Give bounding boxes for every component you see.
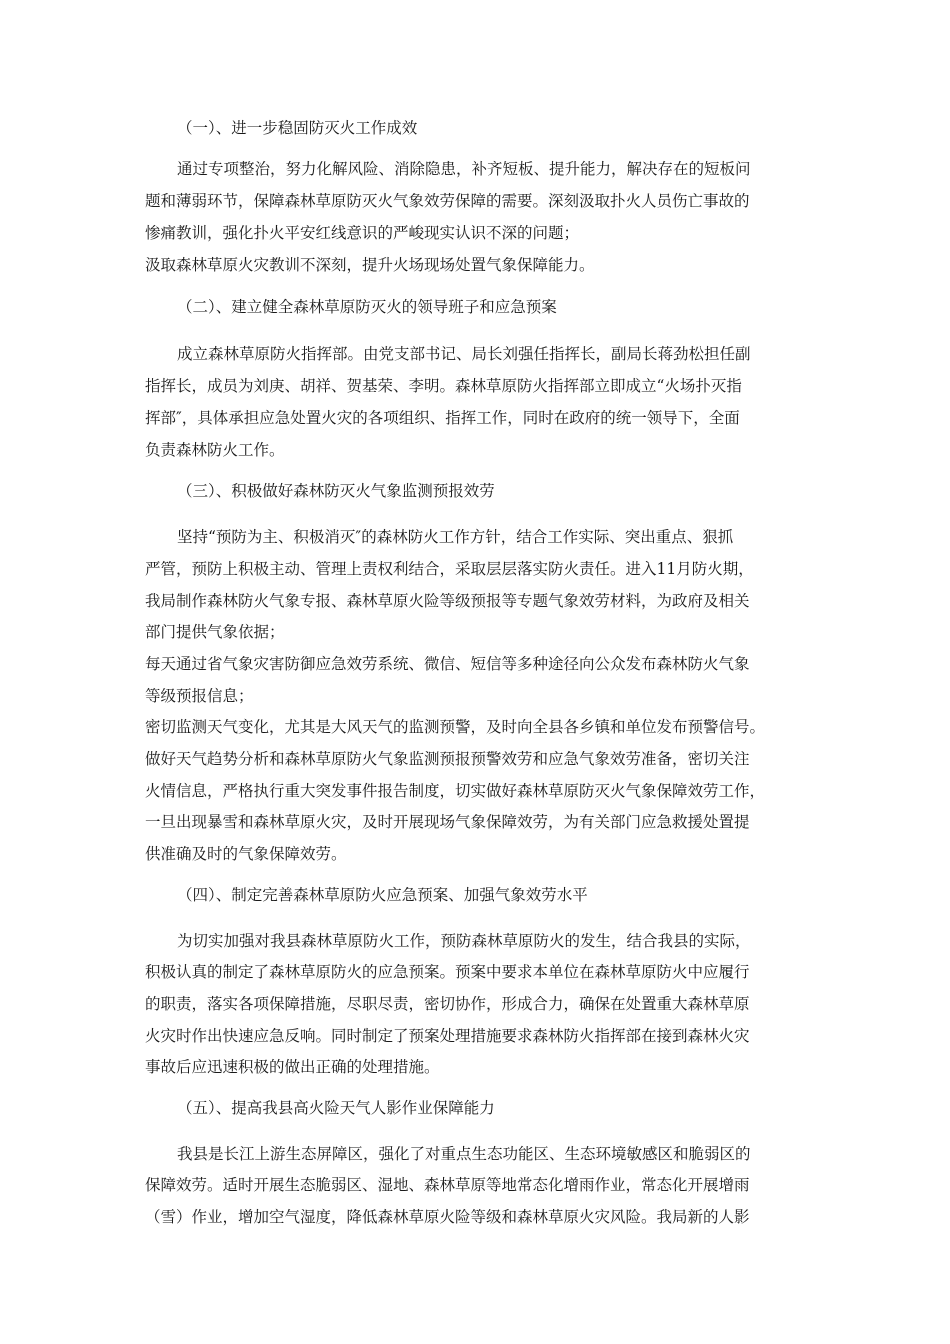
paragraph-line: 部门提供气象依据；: [145, 623, 285, 641]
section-heading-1: （一）、进一步稳固防灭火工作成效: [177, 119, 418, 137]
paragraph-line: 火灾时作出快速应急反响。同时制定了预案处理措施要求森林防火指挥部在接到森林火灾: [145, 1027, 750, 1045]
section-heading-5: （五）、提高我县高火险天气人影作业保障能力: [177, 1099, 495, 1117]
paragraph-line: 指挥长，成员为刘庚、胡祥、贺基荣、李明。森林草原防火指挥部立即成立“火场扑灭指: [145, 377, 742, 395]
paragraph-line: 题和薄弱环节，保障森林草原防灭火气象效劳保障的需要。深刻汲取扑火人员伤亡事故的: [145, 192, 750, 210]
paragraph-line: 积极认真的制定了森林草原防火的应急预案。预案中要求本单位在森林草原防火中应履行: [145, 963, 750, 981]
paragraph-line: 一旦出现暴雪和森林草原火灾，及时开展现场气象保障效劳，为有关部门应急救援处置提: [145, 813, 750, 831]
paragraph-line: 我局制作森林防火气象专报、森林草原火险等级预报等专题气象效劳材料，为政府及相关: [145, 592, 750, 610]
section-heading-2: （二）、建立健全森林草原防灭火的领导班子和应急预案: [177, 298, 557, 316]
paragraph-line: （雪）作业，增加空气湿度，降低森林草原火险等级和森林草原火灾风险。我局新的人影: [145, 1208, 750, 1226]
section-heading-3: （三）、积极做好森林防灭火气象监测预报效劳: [177, 482, 495, 500]
paragraph-line: 的职责，落实各项保障措施，尽职尽责，密切协作，形成合力，确保在处置重大森林草原: [145, 995, 750, 1013]
paragraph-line: 成立森林草原防火指挥部。由党支部书记、局长刘强任指挥长，副局长蒋劲松担任副: [177, 345, 751, 363]
paragraph-line: 火情信息，严格执行重大突发事件报告制度，切实做好森林草原防灭火气象保障效劳工作，: [145, 782, 766, 800]
paragraph-line: 密切监测天气变化，尤其是大风天气的监测预警，及时向全县各乡镇和单位发布预警信号。: [145, 718, 766, 736]
paragraph-line: 负责森林防火工作。: [145, 441, 285, 459]
paragraph-line: 等级预报信息；: [145, 687, 254, 705]
section-heading-4: （四）、制定完善森林草原防火应急预案、加强气象效劳水平: [177, 886, 588, 904]
paragraph-line: 我县是长江上游生态屏障区，强化了对重点生态功能区、生态环境敏感区和脆弱区的: [177, 1145, 751, 1163]
paragraph-line: 通过专项整治，努力化解风险、消除隐患，补齐短板、提升能力，解决存在的短板问: [177, 160, 751, 178]
paragraph-line: 保障效劳。适时开展生态脆弱区、湿地、森林草原等地常态化增雨作业，常态化开展增雨: [145, 1176, 750, 1194]
paragraph-line: 挥部″，具体承担应急处置火灾的各项组织、指挥工作，同时在政府的统一领导下，全面: [145, 409, 740, 427]
paragraph-line: 汲取森林草原火灾教训不深刻，提升火场现场处置气象保障能力。: [145, 256, 595, 274]
paragraph-line: 坚持“预防为主、积极消灭″的森林防火工作方针，结合工作实际、突出重点、狠抓: [177, 528, 734, 546]
paragraph-line: 为切实加强对我县森林草原防火工作，预防森林草原防火的发生，结合我县的实际，: [177, 932, 751, 950]
paragraph-line: 严管，预防上积极主动、管理上责权利结合，采取层层落实防火责任。进入11月防火期，: [145, 560, 754, 578]
paragraph-line: 惨痛教训，强化扑火平安红线意识的严峻现实认识不深的问题；: [145, 224, 580, 242]
paragraph-line: 事故后应迅速积极的做出正确的处理措施。: [145, 1058, 440, 1076]
paragraph-line: 做好天气趋势分析和森林草原防火气象监测预报预警效劳和应急气象效劳准备，密切关注: [145, 750, 750, 768]
paragraph-line: 每天通过省气象灾害防御应急效劳系统、微信、短信等多种途径向公众发布森林防火气象: [145, 655, 750, 673]
paragraph-line: 供准确及时的气象保障效劳。: [145, 845, 347, 863]
